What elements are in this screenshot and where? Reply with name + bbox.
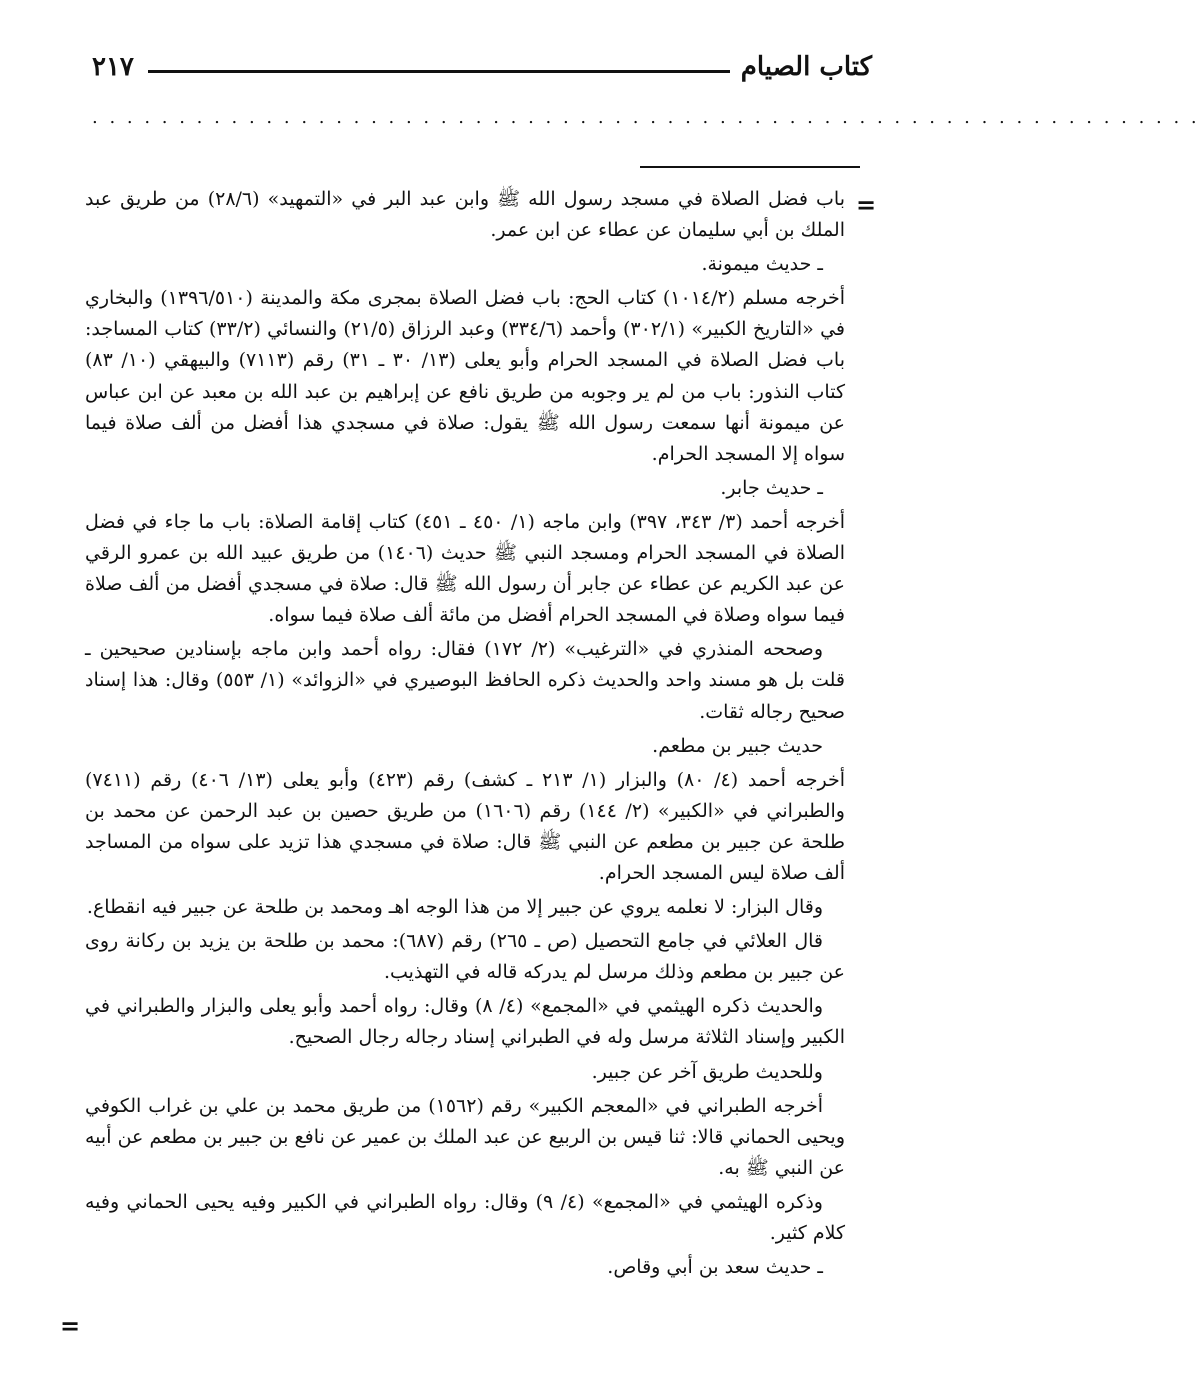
header-rule	[148, 70, 730, 73]
paragraph: أخرجه مسلم (١٠١٤/٢) كتاب الحج: باب فضل الصلاة بمجرى مكة والمدينة (١٣٩٦/٥١٠) والبخاري في «التاريخ الكبير» (٣٠٢/١) وأحمد (٣٣٤/٦) وعبد الرزاق (٢١/٥) والنسائي (٣٣/٢) كتاب المساجد: باب فضل الصلاة في المسجد الحرام وأبو يعلى (١٣/ ٣٠ ـ ٣١) رقم (٧١١٣) والبيهقي (١٠/ ٨٣) كتاب النذور: باب من لم ير وجوبه من طريق نافع عن إبراهيم بن عبد الله بن معبد عن ابن عباس عن ميمونة أنها سمعت رسول الله ﷺ يقول: صلاة في مسجدي هذا أفضل من ألف صلاة فيما سواه إلا المسجد الحرام.	[85, 287, 846, 465]
paragraph: وذكره الهيثمي في «المجمع» (٤/ ٩) وقال: رواه الطبراني في الكبير وفيه يحيى الحماني وفيه كلام كثير.	[85, 1190, 845, 1244]
page-number: ٢١٧	[92, 52, 134, 82]
paragraph: أخرجه أحمد (٤/ ٨٠) والبزار (١/ ٢١٣ ـ كشف) رقم (٤٢٣) وأبو يعلى (١٣/ ٤٠٦) رقم (٧٤١١) والطبراني في «الكبير» (٢/ ١٤٤) رقم (١٦٠٦) من طريق حصين بن عبد الرحمن عن محمد بن طلحة عن جبير بن مطعم عن النبي ﷺ قال: صلاة في مسجدي هذا تزيد على سواه من المساجد ألف صلاة ليس المسجد الحرام.	[85, 768, 845, 884]
dotted-separator: . . . . . . . . . . . . . . . . . . . . . . . . . . . . . . . . . . . . . . . . . . . . . . . . . . . . . . . . . . . . . . . .	[92, 107, 1200, 128]
paragraph: وصححه المنذري في «الترغيب» (٢/ ١٧٢) فقال: رواه أحمد وابن ماجه بإسنادين صحيحين ـ قلت بل هو مسند واحد والحديث ذكره الحافظ البوصيري في «الزوائد» (١/ ٥٥٣) وقال: هذا إسناد صحيح رجاله ثقات.	[85, 638, 845, 723]
footnote-rule	[640, 166, 860, 168]
paragraph: ـ حديث سعد بن أبي وقاص.	[607, 1256, 823, 1279]
paragraph: ـ حديث جابر.	[720, 476, 823, 499]
continuation-mark-bottom: =	[60, 1311, 81, 1340]
paragraph: باب فضل الصلاة في مسجد رسول الله ﷺ وابن عبد البر في «التمهيد» (٢٨/٦) من طريق عبد الملك بن أبي سليمان عن عطاء عن ابن عمر.	[85, 188, 845, 242]
paragraph: أخرجه أحمد (٣/ ٣٤٣، ٣٩٧) وابن ماجه (١/ ٤٥٠ ـ ٤٥١) كتاب إقامة الصلاة: باب ما جاء في فضل الصلاة في المسجد الحرام ومسجد النبي ﷺ حديث (١٤٠٦) من طريق عبيد الله بن عمرو الرقي عن عبد الكريم عن عطاء عن جابر أن رسول الله ﷺ قال: صلاة في مسجدي أفضل من ألف صلاة فيما سواه وصلاة في المسجد الحرام أفضل من مائة ألف صلاة فيما سواه.	[85, 510, 845, 627]
paragraph: وللحديث طريق آخر عن جبير.	[591, 1060, 823, 1083]
paragraph: قال العلائي في جامع التحصيل (ص ـ ٢٦٥) رقم (٦٨٧): محمد بن طلحة بن يزيد بن ركانة روى عن جبير بن مطعم وذلك مرسل لم يدركه قاله في التهذيب.	[85, 930, 845, 984]
paragraph: ـ حديث ميمونة.	[701, 253, 823, 276]
chapter-title: كتاب الصيام	[740, 52, 872, 82]
paragraph: حديث جبير بن مطعم.	[652, 734, 823, 757]
paragraph: والحديث ذكره الهيثمي في «المجمع» (٤/ ٨) وقال: رواه أحمد وأبو يعلى والبزار والطبراني في الكبير وإسناد الثلاثة مرسل وله في الطبراني إسناد رجاله رجال الصحيح.	[85, 995, 845, 1049]
continuation-mark-top: =	[856, 190, 877, 219]
footnotes-body	[85, 184, 845, 1286]
page-header	[92, 48, 872, 88]
paragraph: أخرجه الطبراني في «المعجم الكبير» رقم (١٥٦٢) من طريق محمد بن علي بن غراب الكوفي ويحيى الحماني قالا: ثنا قيس بن الربيع عن عبد الملك بن عمير عن نافع بن جبير بن مطعم عن أبيه عن النبي ﷺ به.	[85, 1094, 845, 1179]
paragraph: وقال البزار: لا نعلمه يروي عن جبير إلا من هذا الوجه اهـ ومحمد بن طلحة عن جبير فيه انقطاع.	[86, 896, 823, 919]
